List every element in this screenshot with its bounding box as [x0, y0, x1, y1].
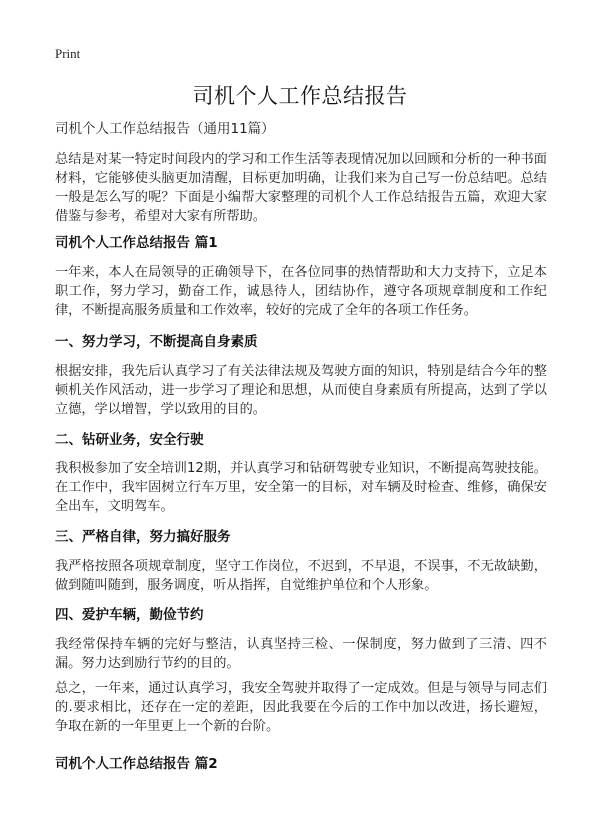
- document-subtitle: 司机个人工作总结报告（通用11篇）: [55, 121, 275, 137]
- section-heading-safety: 二、钻研业务，安全行驶: [55, 432, 204, 448]
- section-heading-vehicle-care: 四、爱护车辆，勤俭节约: [55, 607, 204, 623]
- print-link[interactable]: Print: [55, 46, 81, 61]
- section-heading-service: 三、严格自律，努力搞好服务: [55, 529, 231, 545]
- section-paragraph-vehicle-care: 我经常保持车辆的完好与整洁，认真坚持三检、一保制度，努力做到了三清、四不漏。努力达到励行节约的目的。: [55, 637, 547, 671]
- section-paragraph-study: 根据安排，我先后认真学习了有关法律法规及驾驶方面的知识，特别是结合今年的整顿机关作风活动，进一步学习了理论和思想，从而使自身素质有所提高，达到了学以立德，学以增智，学以致用的目的。: [55, 364, 547, 417]
- section-heading-part1: 司机个人工作总结报告 篇1: [55, 235, 218, 251]
- section-paragraph-safety: 我积极参加了安全培训12期，并认真学习和钻研驾驶专业知识，不断提高驾驶技能。在工作中，我牢固树立行车万里，安全第一的目标，对车辆及时检查、维修，确保安全出车，文明驾车。: [55, 461, 547, 514]
- intro-paragraph: 总结是对某一特定时间段内的学习和工作生活等表现情况加以回顾和分析的一种书面材料，它能够使头脑更加清醒，目标更加明确，让我们来为自己写一份总结吧。总结一般是怎么写的呢？下面是小编帮大家整理的司机个人工作总结报告五篇，欢迎大家借鉴与参考，希望对大家有所帮助。: [55, 152, 547, 224]
- section-paragraph-service: 我严格按照各项规章制度，坚守工作岗位，不迟到，不早退，不误事，不无故缺勤，做到随叫随到，服务调度，听从指挥，自觉维护单位和个人形象。: [55, 559, 547, 593]
- section-paragraph-part1: 一年来，本人在局领导的正确领导下，在各位同事的热情帮助和大力支持下，立足本职工作，努力学习，勤奋工作，诚恳待人，团结协作，遵守各项规章制度和工作纪律，不断提高服务质量和工作效率，较好的完成了全年的各项工作任务。: [55, 265, 547, 318]
- conclusion-paragraph: 总之，一年来，通过认真学习，我安全驾驶并取得了一定成效。但是与领导与同志们的.要求相比，还存在一定的差距，因此我要在今后的工作中加以改进，扬长避短，争取在新的一年里更上一个新的台阶。: [55, 681, 547, 734]
- section-heading-study: 一、努力学习，不断提高自身素质: [55, 334, 258, 350]
- section-heading-part2: 司机个人工作总结报告 篇2: [55, 756, 218, 772]
- document-title: 司机个人工作总结报告: [192, 84, 408, 108]
